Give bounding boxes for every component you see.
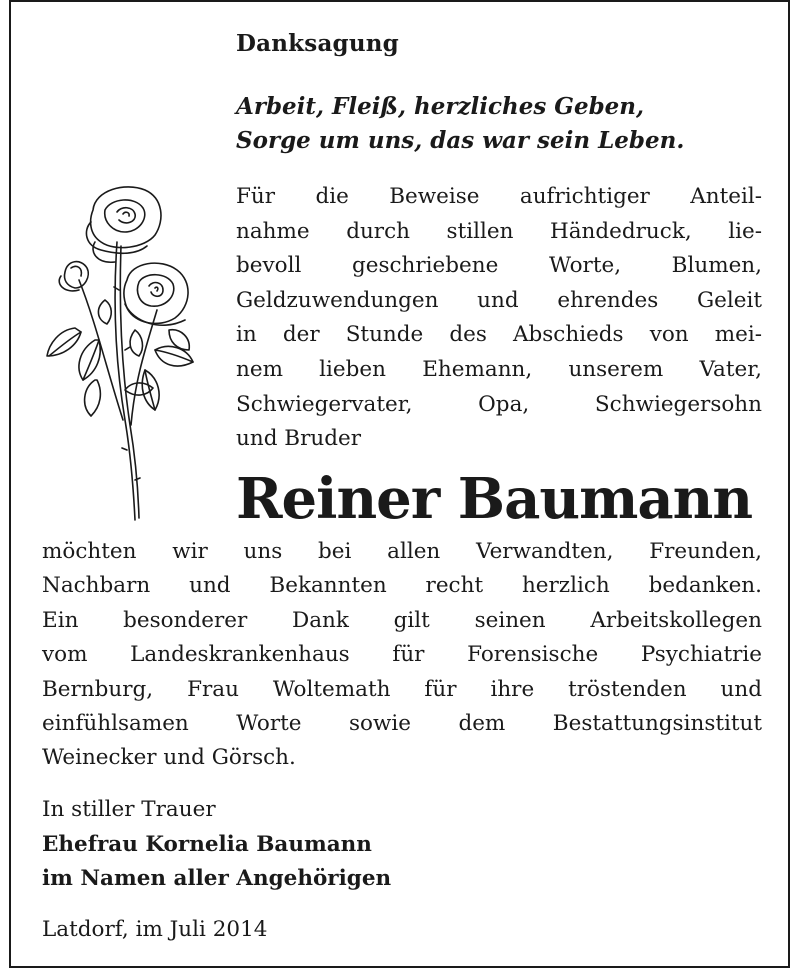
- mourning-intro: In stiller Trauer: [42, 797, 216, 822]
- motto: [236, 90, 776, 158]
- text-line: in der Stunde des Abschieds von mei-: [236, 322, 762, 348]
- text-line: nem lieben Ehemann, unserem Vater,: [236, 356, 762, 382]
- place-date: Latdorf, im Juli 2014: [42, 917, 268, 942]
- thanks-paragraph: [42, 535, 762, 776]
- text-line: möchten wir uns bei allen Verwandten, Freunden,: [42, 539, 762, 564]
- stem: [120, 246, 139, 518]
- signatory-note: im Namen aller Angehörigen: [42, 866, 392, 891]
- text-line: bevoll geschriebene Worte, Blumen,: [236, 253, 762, 279]
- signatory: Ehefrau Kornelia Baumann: [42, 831, 372, 857]
- text-line: nahme durch stillen Händedruck, lie-: [236, 218, 762, 244]
- text-line: Ein besonderer Dank gilt seinen Arbeitskollegen: [42, 607, 762, 633]
- text-line: Schwiegervater, Opa, Schwiegersohn: [236, 391, 762, 417]
- text-line: vom Landeskrankenhaus für Forensische Psychiatrie: [42, 642, 762, 668]
- text-line: und Bruder: [236, 426, 361, 452]
- text-line: Für die Beweise aufrichtiger Anteil-: [236, 184, 762, 209]
- deceased-name: Reiner Baumann: [236, 466, 753, 532]
- obituary-notice: [9, 0, 790, 968]
- rose-illustration: [35, 180, 207, 525]
- signature-block: [42, 793, 391, 897]
- heading: Danksagung: [236, 30, 399, 57]
- text-line: Weinecker und Görsch.: [42, 745, 296, 771]
- text-line: Nachbarn und Bekannten recht herzlich bedanken.: [42, 573, 762, 599]
- motto-line: Arbeit, Fleiß, herzliches Geben,: [236, 93, 645, 120]
- text-line: Bernburg, Frau Woltemath für ihre tröstenden und: [42, 676, 762, 702]
- text-line: Geldzuwendungen und ehrendes Geleit: [236, 287, 762, 313]
- text-line: einfühlsamen Worte sowie dem Bestattungsinstitut: [42, 711, 762, 737]
- motto-line: Sorge um uns, das war sein Leben.: [236, 127, 685, 154]
- intro-paragraph: [236, 180, 762, 457]
